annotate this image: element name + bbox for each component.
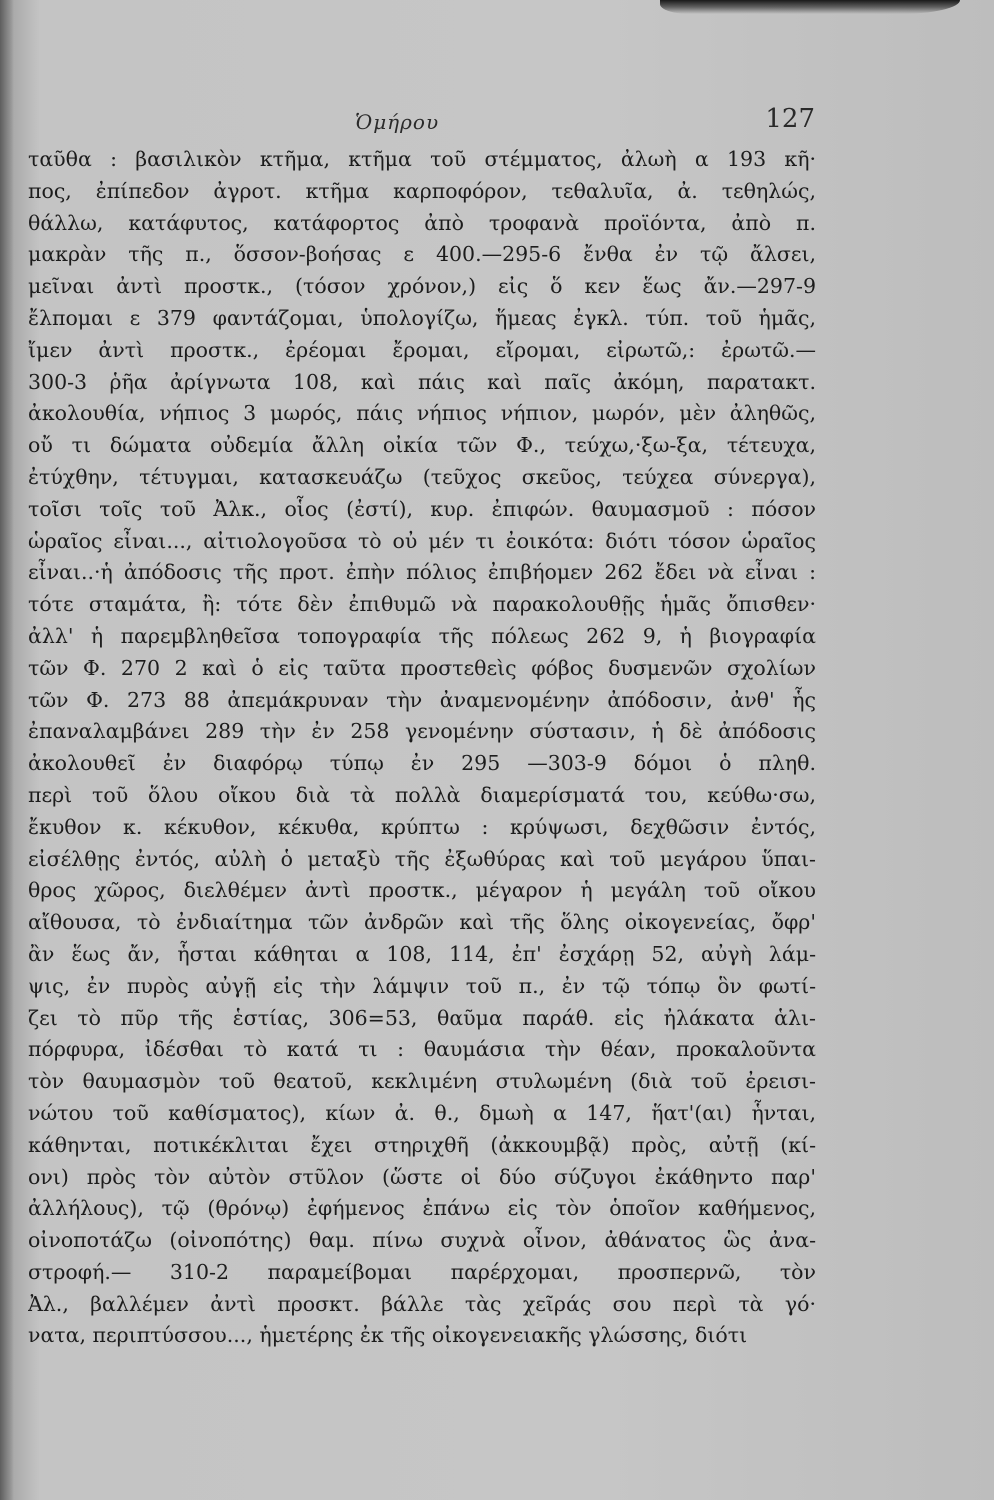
text-line: ταῦθα : βασιλικὸν κτῆμα, κτῆμα τοῦ στέμματος, ἀλωὴ α 193 κῆ· xyxy=(28,147,816,171)
text-line: τότε σταμάτα, ἢ: τότε δὲν ἐπιθυμῶ νὰ παρακολουθῇς ἡμᾶς ὄπισθεν· xyxy=(28,592,816,617)
text-line: τῶν Φ. 270 2 καὶ ὁ εἰς ταῦτα προστεθεὶς φόβος δυσμενῶν σχολίων xyxy=(28,655,816,680)
text-line: 300-3 ῥῆα ἀρίγνωτα 108, καὶ πάις καὶ παῖς ἀκόμη, παρατακτ. xyxy=(28,369,816,394)
text-line: περὶ τοῦ ὅλου οἴκου διὰ τὰ πολλὰ διαμερίσματά του, κεύθω·σω, xyxy=(28,782,816,807)
text-line: στροφή.— 310-2 παραμείβομαι παρέρχομαι, προσπερνῶ, τὸν xyxy=(28,1259,816,1284)
text-line: ἀλλήλους), τῷ (θρόνῳ) ἐφήμενος ἐπάνω εἰς τὸν ὁποῖον καθήμενος, xyxy=(28,1196,816,1221)
text-line: θρος χῶρος, διελθέμεν ἀντὶ προστκ., μέγαρον ἡ μεγάλη τοῦ οἴκου xyxy=(28,878,816,903)
text-line: θάλλω, κατάφυτος, κατάφορτος ἀπὸ τροφανὰ προϊόντα, ἀπὸ π. xyxy=(28,210,816,235)
text-line: ψις, ἐν πυρὸς αὐγῇ εἰς τὴν λάμψιν τοῦ π., ἐν τῷ τόπῳ ὃν φωτί- xyxy=(28,973,816,998)
text-line: νώτου τοῦ καθίσματος), κίων ἀ. θ., δμωὴ α 147, ἥατ'(αι) ἧνται, xyxy=(28,1100,816,1125)
running-title: Ὁμήρου xyxy=(355,110,440,134)
text-line: μακρὰν τῆς π., ὅσσον-βοήσας ε 400.—295-6 ἔνθα ἐν τῷ ἄλσει, xyxy=(28,242,816,267)
page-number: 127 xyxy=(765,104,815,134)
text-line: ἴμεν ἀντὶ προστκ., ἐρέομαι ἔρομαι, εἴρομαι, εἰρωτῶ,: ἐρωτῶ.— xyxy=(28,337,816,362)
text-line: εἶναι..·ἡ ἀπόδοσις τῆς προτ. ἐπὴν πόλιος ἐπιβήομεν 262 ἔδει νὰ εἶναι : xyxy=(28,560,816,585)
text-line: ἀκολουθεῖ ἐν διαφόρῳ τύπῳ ἐν 295 —303-9 δόμοι ὁ πληθ. xyxy=(28,751,816,776)
page-header xyxy=(355,104,815,140)
text-line: κάθηνται, ποτικέκλιται ἔχει στηριχθῆ (ἀκκουμβᾷ) πρὸς, αὐτῇ (κί- xyxy=(28,1132,816,1157)
text-line: ονι) πρὸς τὸν αὐτὸν στῦλον (ὥστε οἱ δύο σύζυγοι ἐκάθηντο παρ' xyxy=(28,1164,816,1189)
text-line: ἔκυθον κ. κέκυθον, κέκυθα, κρύπτω : κρύψωσι, δεχθῶσιν ἐντός, xyxy=(28,814,816,839)
commentary-text xyxy=(28,144,816,1352)
top-edge-mark xyxy=(660,0,960,14)
text-line: ζει τὸ πῦρ τῆς ἑστίας, 306=53, θαῦμα παράθ. εἰς ἠλάκατα ἁλι- xyxy=(28,1005,816,1030)
text-line: νατα, περιπτύσσου..., ἡμετέρης ἐκ τῆς οἰκογενειακῆς γλώσσης, διότι xyxy=(28,1323,748,1348)
page-spine-shadow xyxy=(0,0,14,1500)
text-line: πόρφυρα, ἰδέσθαι τὸ κατά τι : θαυμάσια τὴν θέαν, προκαλοῦντα xyxy=(28,1037,816,1062)
text-line: εἰσέλθῃς ἐντός, αὐλὴ ὁ μεταξὺ τῆς ἐξωθύρας καὶ τοῦ μεγάρου ὕπαι- xyxy=(28,846,816,871)
text-line: οἰνοποτάζω (οἰνοπότης) θαμ. πίνω συχνὰ οἶνον, ἀθάνατος ὣς ἀνα- xyxy=(28,1228,816,1253)
text-line: τῶν Φ. 273 88 ἀπεμάκρυναν τὴν ἀναμενομένην ἀπόδοσιν, ἀνθ' ἧς xyxy=(28,687,816,712)
text-line: τὸν θαυμασμὸν τοῦ θεατοῦ, κεκλιμένη στυλωμένη (διὰ τοῦ ἐρεισι- xyxy=(28,1069,816,1094)
text-line: ἔλπομαι ε 379 φαντάζομαι, ὑπολογίζω, ἥμεας ἐγκλ. τύπ. τοῦ ἡμᾶς, xyxy=(28,305,816,330)
text-line: ἂν ἕως ἄν, ἧσται κάθηται α 108, 114, ἐπ' ἐσχάρῃ 52, αὐγὴ λάμ- xyxy=(28,941,816,966)
text-line: μεῖναι ἀντὶ προστκ., (τόσον χρόνον,) εἰς ὅ κεν ἕως ἄν.—297-9 xyxy=(28,274,816,299)
text-line: πος, ἐπίπεδον ἀγροτ. κτῆμα καρποφόρον, τεθαλυῖα, ἀ. τεθηλώς, xyxy=(28,178,816,203)
text-line: Ἀλ., βαλλέμεν ἀντὶ προσκτ. βάλλε τὰς χεῖράς σου περὶ τὰ γό· xyxy=(28,1291,816,1316)
text-line: οὔ τι δώματα οὐδεμία ἄλλη οἰκία τῶν Φ., τεύχω,·ξω-ξα, τέτευχα, xyxy=(28,433,816,458)
text-line: ὡραῖος εἶναι..., αἰτιολογοῦσα τὸ οὐ μέν τι ἐοικότα: διότι τόσον ὡραῖος xyxy=(28,528,816,553)
text-line: τοῖσι τοῖς τοῦ Ἀλκ., οἷος (ἐστί), κυρ. ἐπιφών. θαυμασμοῦ : πόσον xyxy=(28,496,816,521)
text-line: αἴθουσα, τὸ ἐνδιαίτημα τῶν ἀνδρῶν καὶ τῆς ὅλης οἰκογενείας, ὄφρ' xyxy=(28,910,816,935)
text-line: ἐτύχθην, τέτυγμαι, κατασκευάζω (τεῦχος σκεῦος, τεύχεα σύνεργα), xyxy=(28,464,816,489)
text-line: ἀλλ' ἡ παρεμβληθεῖσα τοπογραφία τῆς πόλεως 262 9, ἡ βιογραφία xyxy=(28,623,816,648)
text-line: ἐπαναλαμβάνει 289 τὴν ἐν 258 γενομένην σύστασιν, ἡ δὲ ἀπόδοσις xyxy=(28,719,816,744)
text-line: ἀκολουθία, νήπιος 3 μωρός, πάις νήπιος νήπιον, μωρόν, μὲν ἀληθῶς, xyxy=(28,401,816,426)
